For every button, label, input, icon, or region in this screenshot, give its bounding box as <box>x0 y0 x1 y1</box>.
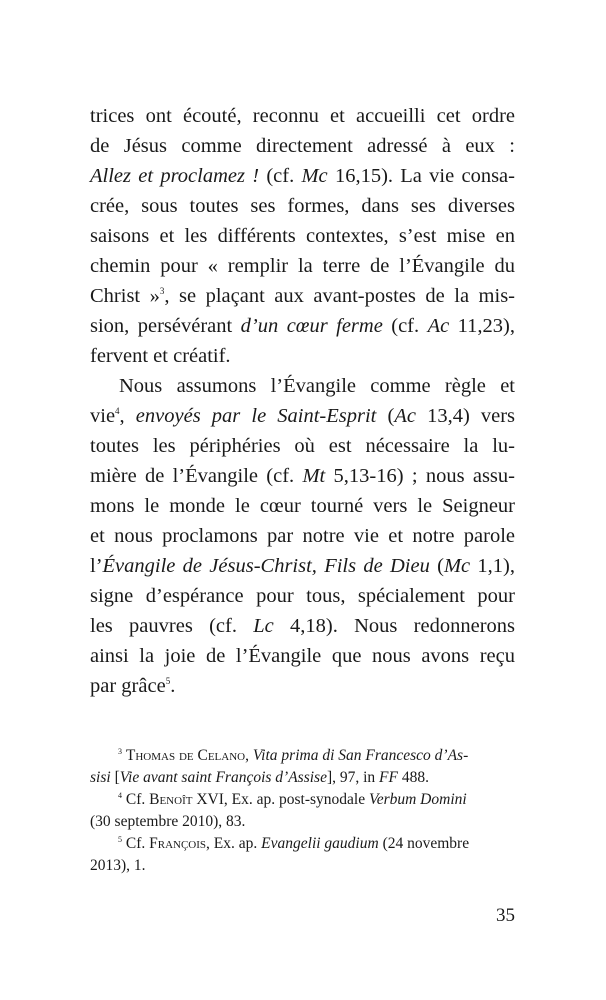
text-line: fervent et créatif. <box>90 345 231 367</box>
text-line: signe d’espérance pour tous, spécialement pour <box>90 585 515 607</box>
text-line: sion, persévérant d’un cœur ferme (cf. Ac 11,23), <box>90 315 515 337</box>
text-line: par grâce$^5$. <box>90 675 176 697</box>
footnote-5-cont: 2013), 1. <box>90 857 146 874</box>
text-line: Christ »$^3$, se plaçant aux avant-postes de la mis- <box>90 285 515 307</box>
text-line: mons le monde le cœur tourné vers le Seigneur <box>90 495 515 517</box>
text-line: ainsi la joie de l’Évangile que nous avons reçu <box>90 645 515 667</box>
text-line: mière de l’Évangile (cf. Mt 5,13-16) ; nous assu- <box>90 465 515 487</box>
text-line: chemin pour « remplir la terre de l’Évangile du <box>90 255 515 277</box>
text-line: toutes les périphéries où est nécessaire la lu- <box>90 435 515 457</box>
footnote-5: $^5$ Cf. François, Ex. ap. Evangelii gaudium (24 novembre <box>118 835 470 852</box>
text-line: et nous proclamons par notre vie et notre parole <box>90 525 515 547</box>
footnote-4: $^4$ Cf. Benoît XVI, Ex. ap. post-synodale Verbum Domini <box>118 791 467 808</box>
text-line: les pauvres (cf. Lc 4,18). Nous redonnerons <box>90 615 515 637</box>
footnote-3: $^3$ Thomas de Celano, Vita prima di San Francesco d’As- <box>118 747 469 764</box>
page-number: 35 <box>496 905 515 926</box>
footnote-ref: 5 <box>165 676 171 686</box>
footnote-4-cont: (30 septembre 2010), 83. <box>90 813 246 830</box>
text-line: Nous assumons l’Évangile comme règle et <box>119 375 515 397</box>
text-line: de Jésus comme directement adressé à eux : <box>90 135 515 157</box>
footnote-3-cont: sisi [Vie avant saint François d’Assise], 97, in FF 488. <box>90 769 429 786</box>
text-line: Allez et proclamez ! (cf. Mc 16,15). La vie consa- <box>90 165 515 187</box>
text-line: vie$^4$, envoyés par le Saint-Esprit (Ac 13,4) vers <box>90 405 516 427</box>
text-line: saisons et les différents contextes, s’est mise en <box>90 225 515 247</box>
footnote-ref: 4 <box>115 406 120 416</box>
text-line: crée, sous toutes ses formes, dans ses diverses <box>90 195 515 217</box>
text-line: trices ont écouté, reconnu et accueilli cet ordre <box>90 105 515 127</box>
text-line: l’Évangile de Jésus-Christ, Fils de Dieu (Mc 1,1), <box>90 555 515 577</box>
footnote-ref: 3 <box>159 286 165 296</box>
